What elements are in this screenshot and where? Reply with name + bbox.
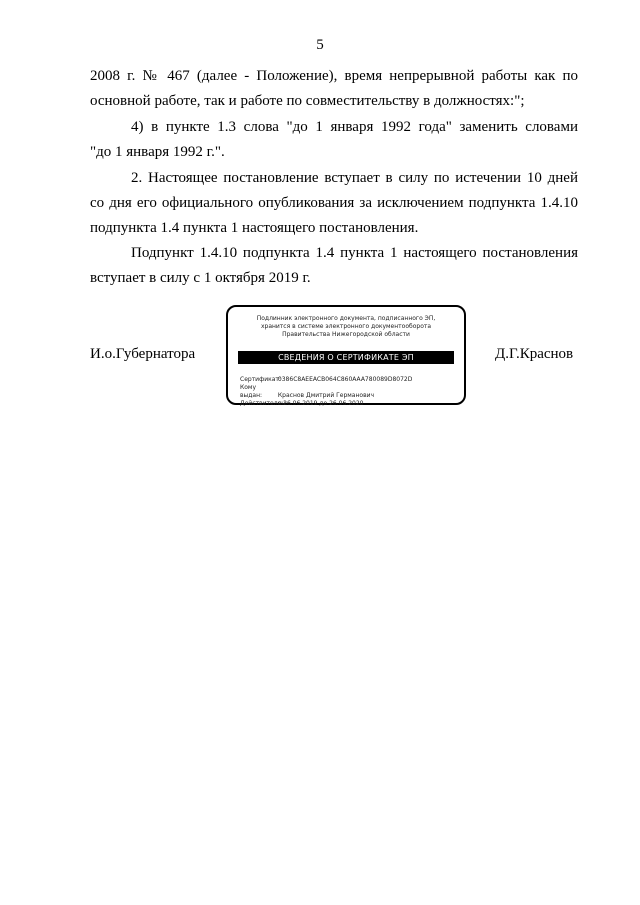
stamp-value: 0386C8AEEACB064C860AAA780089D8072D — [277, 376, 413, 383]
paragraph-line: 4) в пункте 1.3 слова "до 1 января 1992 года" заменить словами — [131, 119, 578, 135]
page-number: 5 — [316, 37, 324, 53]
paragraph-line: вступает в силу с 1 октября 2019 г. — [90, 270, 311, 286]
stamp-header-line: Подлинник электронного документа, подписанного ЭП, — [256, 315, 436, 322]
stamp-label: Сертификат: — [240, 376, 281, 383]
electronic-signature-stamp — [226, 305, 466, 405]
paragraph-line: 2008 г. № 467 (далее - Положение), время непрерывной работы как по — [90, 68, 578, 84]
stamp-row-issued-to — [240, 384, 412, 400]
paragraph-line: Подпункт 1.4.10 подпункта 1.4 пункта 1 настоящего постановления — [131, 245, 578, 261]
paragraph-line: "до 1 января 1992 г.". — [90, 144, 225, 160]
stamp-value: с 26.06.2019 до 26.06.2020 — [277, 400, 364, 407]
paragraph-line: подпункта 1.4 пункта 1 настоящего постановления. — [90, 220, 419, 236]
stamp-title-bar: СВЕДЕНИЯ О СЕРТИФИКАТЕ ЭП — [238, 351, 454, 364]
stamp-value: Краснов Дмитрий Германович — [277, 392, 375, 399]
stamp-label: Действителен: — [240, 400, 288, 407]
stamp-row-validity — [240, 400, 412, 408]
signatory-name: Д.Г.Краснов — [495, 346, 574, 362]
stamp-details — [240, 376, 412, 408]
signatory-position: И.о.Губернатора — [90, 346, 196, 362]
stamp-header-line: хранится в системе электронного документооборота — [260, 323, 432, 330]
stamp-row-certificate — [240, 376, 412, 384]
paragraph-line: 2. Настоящее постановление вступает в силу по истечении 10 дней — [131, 170, 578, 186]
stamp-header — [228, 315, 464, 339]
paragraph-line: со дня его официального опубликования за исключением подпункта 1.4.10 — [90, 195, 578, 211]
stamp-label: Кому выдан: — [240, 384, 263, 399]
stamp-header-line: Правительства Нижегородской области — [282, 331, 410, 338]
paragraph-line: основной работе, так и работе по совместительству в должностях:"; — [90, 93, 525, 109]
